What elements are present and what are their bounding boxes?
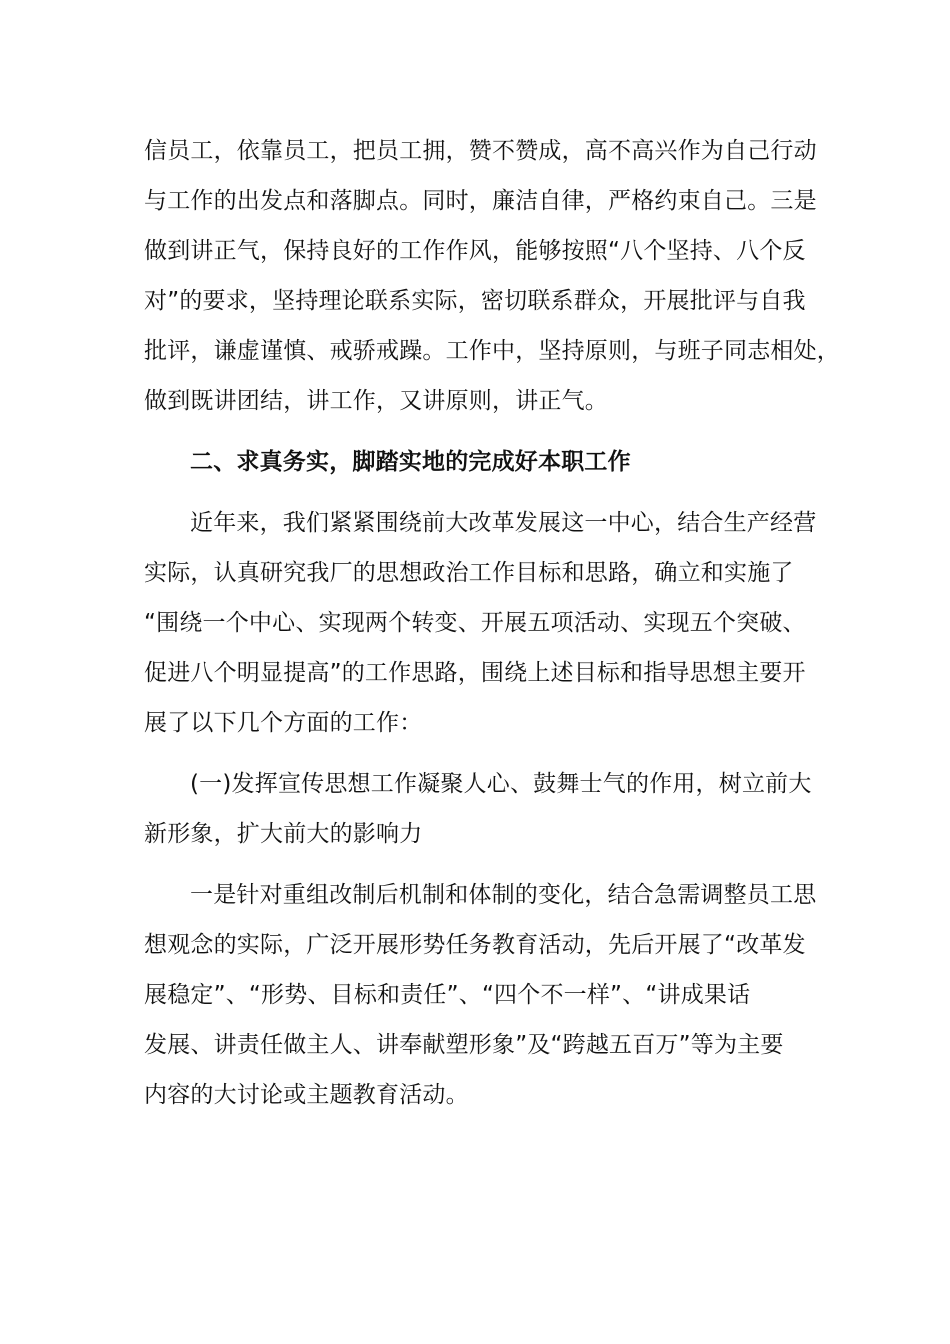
paragraph-1-line-6: 做到既讲团结，讲工作，又讲原则，讲正气。: [144, 388, 608, 414]
paragraph-3-line-2: 想观念的实际，广泛开展形势任务教育活动，先后开展了“改革发: [144, 932, 806, 958]
paragraph-2-line-5: 展了以下几个方面的工作：: [144, 710, 423, 736]
paragraph-2-line-1: 近年来，我们紧紧围绕前大改革发展这一中心，结合生产经营: [190, 510, 817, 536]
paragraph-3-line-5: 内容的大讨论或主题教育活动。: [144, 1082, 469, 1108]
paragraph-2-line-2: 实际，认真研究我厂的思想政治工作目标和思路，确立和实施了: [144, 560, 794, 586]
paragraph-2-line-3: “围绕一个中心、实现两个转变、开展五项活动、实现五个突破、: [144, 610, 806, 636]
paragraph-3-line-1: 一是针对重组改制后机制和体制的变化，结合急需调整员工思: [190, 882, 817, 908]
subheading-line-2: 新形象，扩大前大的影响力: [144, 821, 423, 847]
subheading-line-1: (一)发挥宣传思想工作凝聚人心、鼓舞士气的作用，树立前大: [190, 771, 812, 797]
paragraph-2-line-4: 促进八个明显提高”的工作思路，围绕上述目标和指导思想主要开: [144, 660, 806, 686]
section-heading: 二、求真务实，脚踏实地的完成好本职工作: [190, 449, 631, 475]
paragraph-1-line-4: 对”的要求，坚持理论联系实际，密切联系群众，开展批评与自我: [144, 288, 806, 314]
paragraph-3-line-3: 展稳定”、“形势、目标和责任”、“四个不一样”、“讲成果话: [144, 982, 751, 1008]
paragraph-1-line-5: 批评，谦虚谨慎、戒骄戒躁。工作中，坚持原则，与班子同志相处，: [144, 338, 840, 364]
paragraph-1-line-2: 与工作的出发点和落脚点。同时，廉洁自律，严格约束自己。三是: [144, 188, 817, 214]
paragraph-1-line-3: 做到讲正气，保持良好的工作作风，能够按照“八个坚持、八个反: [144, 238, 806, 264]
paragraph-3-line-4: 发展、讲责任做主人、讲奉献塑形象”及“跨越五百万”等为主要: [144, 1032, 784, 1058]
paragraph-1-line-1: 信员工，依靠员工，把员工拥，赞不赞成，高不高兴作为自己行动: [144, 138, 817, 164]
